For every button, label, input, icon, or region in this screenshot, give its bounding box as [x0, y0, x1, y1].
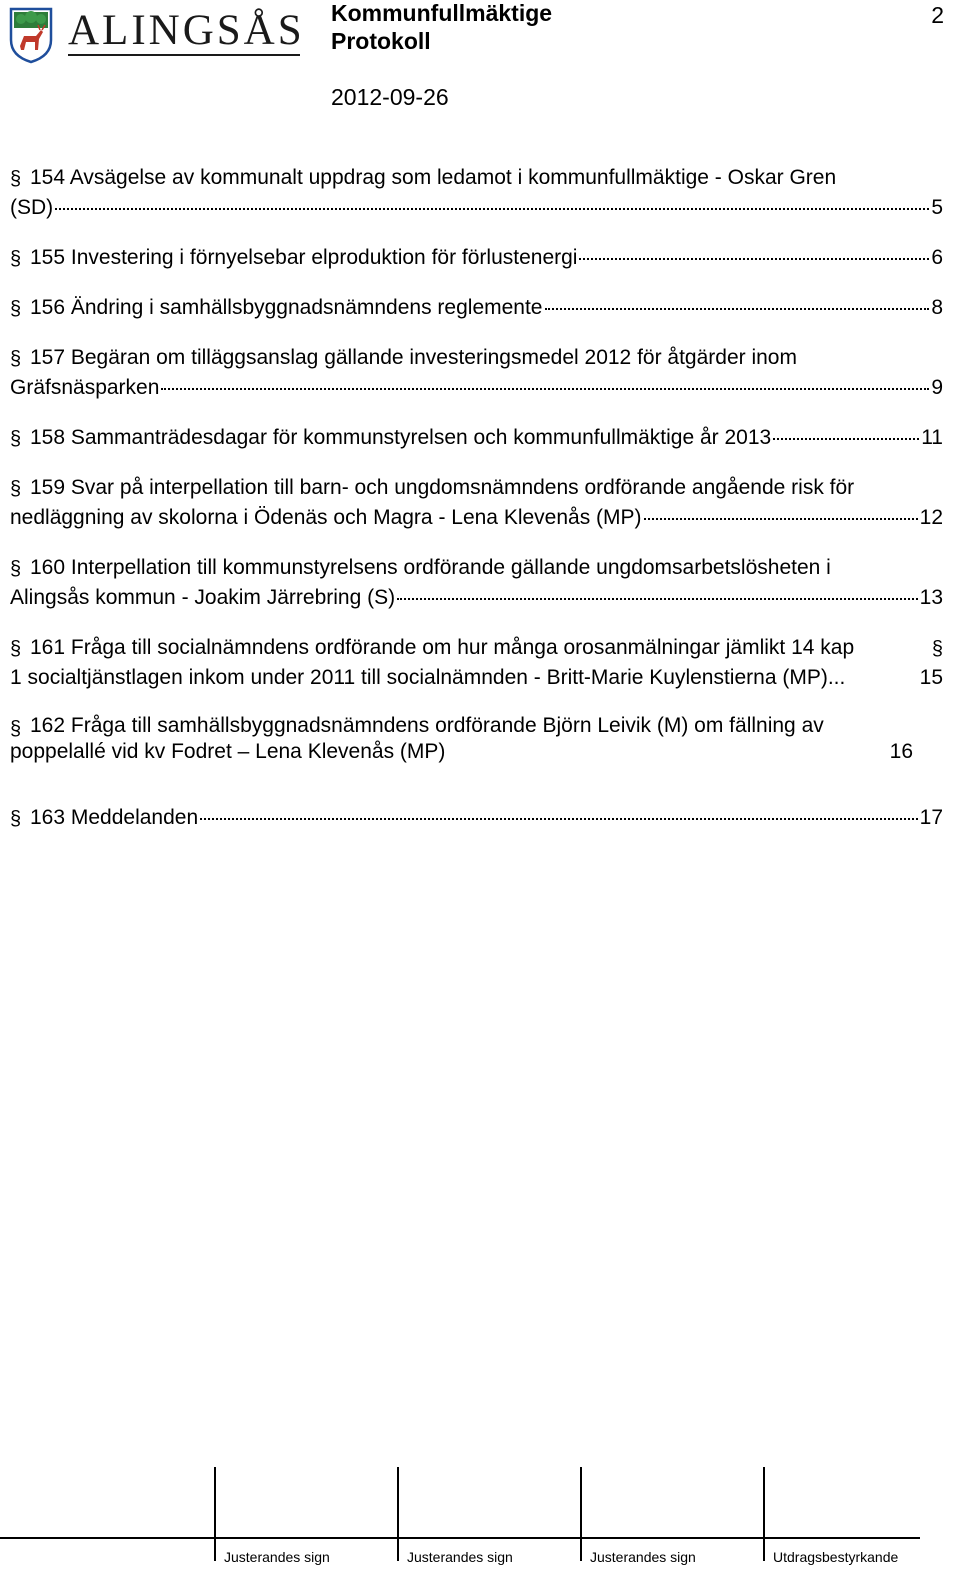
toc-entry[interactable]	[10, 423, 943, 453]
toc-entry-title: 158 Sammanträdesdagar för kommunstyrelsen och kommunfullmäktige år 2013	[30, 426, 772, 449]
signature-divider	[763, 1467, 765, 1561]
toc-entry[interactable]	[10, 803, 943, 833]
toc-page-number: 15	[919, 666, 943, 689]
page-number: 2	[931, 2, 944, 28]
toc-page-number: 11	[921, 426, 943, 449]
toc-entry-title: 154 Avsägelse av kommunalt uppdrag som ledamot i kommunfullmäktige - Oskar Gren	[30, 166, 837, 189]
toc-page-number: 17	[919, 806, 943, 829]
toc-entry-title: 161 Fråga till socialnämndens ordförande om hur många orosanmälningar jämlikt 14 kap	[30, 636, 855, 659]
toc-entry-title: 160 Interpellation till kommunstyrelsens ordförande gällande ungdomsarbetslösheten i	[30, 556, 831, 579]
section-symbol-icon: §	[10, 808, 22, 830]
section-symbol-icon: §	[10, 428, 22, 450]
signature-label: Justerandes sign	[407, 1549, 513, 1565]
toc-entry-title-cont: (SD)	[10, 196, 54, 219]
toc-entry-title: 156 Ändring i samhällsbyggnadsnämndens reglemente	[30, 296, 543, 319]
toc-page-number: 13	[919, 586, 943, 609]
signature-divider	[214, 1467, 216, 1561]
toc-entry-title: 163 Meddelanden	[30, 806, 199, 829]
section-symbol-icon: §	[10, 298, 22, 320]
dot-leader	[55, 204, 929, 210]
toc-entry[interactable]	[10, 553, 943, 613]
toc-page-number: 6	[931, 246, 943, 269]
toc-entry[interactable]	[10, 473, 943, 533]
dot-leader	[644, 514, 918, 520]
toc-entry[interactable]	[10, 163, 943, 223]
dot-leader	[579, 254, 929, 260]
dot-leader	[200, 814, 917, 820]
signature-footer	[0, 1467, 960, 1587]
toc-page-number: 5	[931, 196, 943, 219]
toc-entry[interactable]	[10, 293, 943, 323]
section-symbol-icon: §	[10, 168, 22, 190]
logo-underline	[68, 54, 300, 56]
meeting-date: 2012-09-26	[331, 84, 449, 110]
dot-leader	[773, 434, 919, 440]
signature-divider	[397, 1467, 399, 1561]
toc-entry[interactable]	[10, 713, 943, 765]
toc-entry-title-cont: Gräfsnäsparken	[10, 376, 160, 399]
signature-divider	[580, 1467, 582, 1561]
toc-entry-title-cont: 1 socialtjänstlagen inkom under 2011 till socialnämnden - Britt-Marie Kuylenstierna (MP)...	[10, 666, 846, 689]
document-title: Kommunfullmäktige	[331, 0, 553, 26]
document-subtitle: Protokoll	[331, 28, 431, 54]
section-symbol-icon: §	[10, 718, 22, 740]
toc-entry-title-cont: Alingsås kommun - Joakim Järrebring (S)	[10, 586, 396, 609]
toc-entry-title-cont: poppelallé vid kv Fodret – Lena Klevenås (MP)	[10, 740, 446, 763]
toc-entry-title: 155 Investering i förnyelsebar elproduktion för förlustenergi	[30, 246, 578, 269]
toc-page-number: 8	[931, 296, 943, 319]
dot-leader	[397, 594, 918, 600]
signature-label: Justerandes sign	[590, 1549, 696, 1565]
section-symbol-icon: §	[10, 348, 22, 370]
section-symbol-icon: §	[10, 558, 22, 580]
toc-entry-title: 162 Fråga till samhällsbyggnadsnämndens ordförande Björn Leivik (M) om fällning av	[30, 714, 824, 737]
toc-entry-title: 159 Svar på interpellation till barn- och ungdomsnämndens ordförande angående risk för	[30, 476, 855, 499]
logo-wordmark: ALINGSÅS	[68, 7, 305, 54]
section-symbol-icon: §	[10, 638, 22, 660]
toc-page-number: 12	[919, 506, 943, 529]
signature-label: Justerandes sign	[224, 1549, 330, 1565]
signature-label: Utdragsbestyrkande	[773, 1549, 899, 1565]
toc-entry-title: 157 Begäran om tilläggsanslag gällande investeringsmedel 2012 för åtgärder inom	[30, 346, 797, 369]
table-of-contents	[10, 163, 943, 853]
toc-entry[interactable]	[10, 343, 943, 403]
section-symbol-icon: §	[931, 638, 943, 660]
toc-entry[interactable]	[10, 633, 943, 693]
coat-of-arms-icon	[8, 6, 54, 64]
toc-page-number: 9	[931, 376, 943, 399]
toc-page-number: 16	[889, 740, 913, 763]
section-symbol-icon: §	[10, 248, 22, 270]
municipality-logo	[8, 6, 305, 66]
signature-line	[0, 1537, 920, 1539]
toc-entry[interactable]	[10, 243, 943, 273]
section-symbol-icon: §	[10, 478, 22, 500]
toc-entry-title-cont: nedläggning av skolorna i Ödenäs och Magra - Lena Klevenås (MP)	[10, 506, 642, 529]
dot-leader	[161, 384, 929, 390]
dot-leader	[545, 304, 930, 310]
